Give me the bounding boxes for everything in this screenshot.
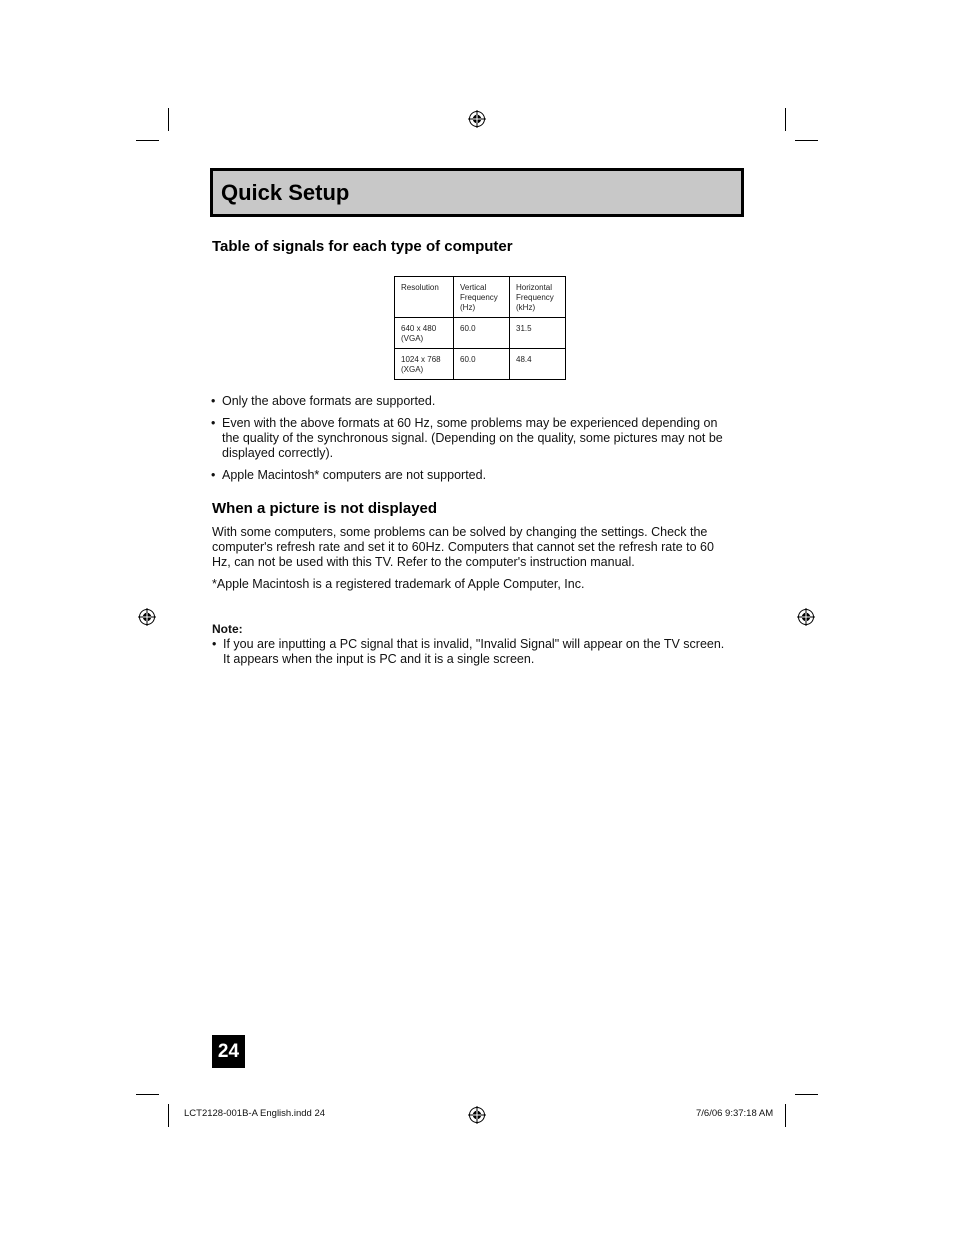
table-cell-horizontal: 31.5 [510,318,566,349]
list-item: • Even with the above formats at 60 Hz, some problems may be experienced depending on the quality of the synchronous signal. (Depending on the quality, some pictures may not be displayed correctly). [211,416,723,460]
registration-mark-icon [138,608,156,626]
table-header-cell: Horizontal Frequency (kHz) [510,277,566,318]
registration-mark-icon [468,110,486,128]
table-cell-vertical: 60.0 [454,318,510,349]
crop-mark [785,1104,786,1127]
crop-mark [795,140,818,141]
crop-mark [795,1094,818,1095]
crop-mark [168,1104,169,1127]
crop-mark [168,108,169,131]
bullet-icon: • [211,394,216,408]
table-row [395,349,566,380]
signal-table [394,276,566,380]
crop-mark [136,1094,159,1095]
footer-timestamp: 7/6/06 9:37:18 AM [696,1108,774,1119]
crop-mark [785,108,786,131]
section-body: With some computers, some problems can be solved by changing the settings. Check the computer's refresh rate and set it to 60Hz. Computers that cannot set the refresh rate to 60 Hz, can not be used with this TV. Refer to the computer's instruction manual. [212,525,714,569]
note-label: Note: [212,622,243,636]
table-cell-vertical: 60.0 [454,349,510,380]
bullet-icon: • [211,416,216,430]
bullet-icon: • [211,468,216,482]
table-cell-resolution: 1024 x 768 (XGA) [395,349,454,380]
table-row [395,318,566,349]
section-heading-not-displayed: When a picture is not displayed [212,500,438,517]
bullet-icon: • [212,637,217,651]
crop-mark [136,140,159,141]
table-cell-resolution: 640 x 480 (VGA) [395,318,454,349]
registration-mark-icon [468,1106,486,1124]
table-header-row [395,277,566,318]
table-cell-horizontal: 48.4 [510,349,566,380]
footer-filename: LCT2128-001B-A English.indd 24 [184,1108,326,1119]
trademark-note: *Apple Macintosh is a registered trademark of Apple Computer, Inc. [212,577,585,591]
page-number: 24 [212,1035,245,1068]
table-header-cell: Vertical Frequency (Hz) [454,277,510,318]
section-heading-signals: Table of signals for each type of computer [212,238,513,255]
note-item: • If you are inputting a PC signal that is invalid, "Invalid Signal" will appear on the TV screen. It appears when the input is PC and it is a single screen. [212,637,725,666]
table-header-cell: Resolution [395,277,454,318]
page-title: Quick Setup [221,180,350,205]
registration-mark-icon [797,608,815,626]
section-header [210,168,744,217]
